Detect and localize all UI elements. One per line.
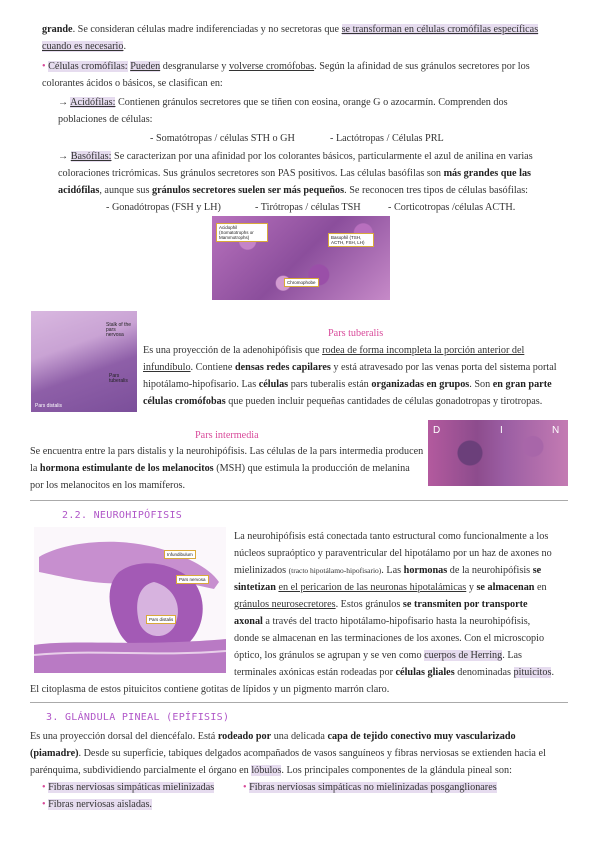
text: desgranularse y xyxy=(160,61,229,72)
text: que pueden incluir pequeñas cantidades de células gonadotropas y tirotropas. xyxy=(225,396,543,407)
pars-intermedia-title: Pars intermedia xyxy=(195,430,259,441)
image-label-stalk: Stalk of the pars nervosa xyxy=(106,322,132,338)
bold-text: (piamadre) xyxy=(30,748,79,759)
bold-text: se xyxy=(532,565,542,576)
highlighted-text: pituicitos xyxy=(513,667,552,678)
neurohypophysis-drawing xyxy=(34,527,226,673)
text: a través del tracto hipotálamo-hipofisario hasta la neurohipófisis, xyxy=(262,616,531,627)
bullet-icon: • xyxy=(42,782,46,793)
text: . Se reconocen tres tipos de células basófilas: xyxy=(344,185,529,196)
text: coloraciones tricrómicas. Sus gránulos secretores son PAS positivos. Las células basófilas son xyxy=(58,168,444,179)
text: Contienen gránulos secretores que se tiñen con eosina, orange G o azocarmín. Comprenden dos xyxy=(115,97,508,108)
bold-text: se transmiten por transporte xyxy=(402,599,528,610)
text: terminales axónicas están rodeadas por xyxy=(234,667,396,678)
neuro-line-2: núcleos supraóptico y paraventricular del hipotálamo por un haz de axones no xyxy=(234,548,552,559)
basofilas-line-2 xyxy=(58,165,531,183)
text: . xyxy=(123,41,127,52)
bold-text: acidófilas xyxy=(58,185,100,196)
neuro-line-4 xyxy=(234,579,547,597)
image-label-pars-distalis: Pars distalis xyxy=(146,615,176,624)
pineal-line-1 xyxy=(30,728,516,746)
basofilas-line-3 xyxy=(58,182,528,200)
intro-line-1 xyxy=(42,21,538,39)
text: óptico, los gránulos se agrupan y se ven como xyxy=(234,650,425,661)
tuberalis-line-1 xyxy=(143,342,524,360)
basofilas-item-1: - Gonadótropas (FSH y LH) xyxy=(106,202,221,213)
acidofilas-item-1: - Somatótropas / células STH o GH xyxy=(150,133,295,144)
text: de la neurohipófisis xyxy=(447,565,533,576)
pineal-item-1 xyxy=(42,779,214,797)
micrograph-label-chromophobe: Chromophobe xyxy=(284,278,319,287)
intermedia-line-2 xyxy=(30,460,410,478)
text: . Estos gránulos xyxy=(335,599,403,610)
tuberalis-line-4 xyxy=(143,393,542,411)
highlighted-text: Fibras nerviosas simpáticas no mielinizadas posganglionares xyxy=(249,782,497,793)
tuberalis-line-3 xyxy=(143,376,552,394)
image-label-n: N xyxy=(552,425,560,436)
bold-text: en gran parte xyxy=(492,379,552,390)
text: Es una proyección de la adenohipófisis que xyxy=(143,345,323,356)
micrograph-pars-tuberalis xyxy=(31,311,137,412)
underlined-text: cuando es necesario xyxy=(42,41,124,52)
cromofilas-line-1 xyxy=(42,58,530,76)
text: . Las xyxy=(502,650,523,661)
bold-text: axonal xyxy=(234,616,263,627)
neurohipofisis-heading: 2.2. NEUROHIPÓFISIS xyxy=(62,510,183,521)
micrograph-label-acidophil: Acidophil (Somatotrophs or Mammotrophs) xyxy=(216,223,268,242)
bullet-icon: • xyxy=(243,782,247,793)
image-label-i: I xyxy=(500,425,503,436)
underlined-text: se transforman en células cromófilas específicas xyxy=(341,24,539,35)
cromofilas-line-2: colorantes ácidos o básicos, se clasifican en: xyxy=(42,78,223,89)
text: Se caracterizan por una afinidad por los colorantes básicos, particularmente el azul de anilina en varias xyxy=(111,151,533,162)
neuro-line-1: La neurohipófisis está conectada tanto estructural como funcionalmente a los xyxy=(234,531,549,542)
neuro-line-9 xyxy=(234,664,554,682)
pineal-item-2 xyxy=(243,779,497,797)
underlined-text: infundíbulo xyxy=(143,362,191,373)
bold-grande: grande xyxy=(42,24,73,35)
text: . Las xyxy=(381,565,404,576)
basofilas-line-1 xyxy=(58,148,533,166)
arrow-icon: → xyxy=(58,97,69,108)
underlined-text: rodea de forma incompleta la porción anterior del xyxy=(322,345,525,356)
bold-text: gránulos secretores suelen ser más pequeños xyxy=(151,185,345,196)
bold-text: rodeado por xyxy=(217,731,272,742)
pineal-line-3 xyxy=(30,762,512,780)
text: . Contiene xyxy=(190,362,235,373)
arrow-icon: → xyxy=(58,151,69,162)
bold-text: se almacenan xyxy=(476,582,535,593)
text: denominadas xyxy=(454,667,514,678)
neuro-line-5 xyxy=(234,596,528,614)
text: . Los principales componentes de la glándula pineal son: xyxy=(281,765,512,776)
micrograph-adenohypophysis xyxy=(212,216,390,300)
bold-text: más grandes que las xyxy=(443,168,532,179)
divider xyxy=(30,702,568,703)
bold-text: capa de tejido conectivo muy vascularizado xyxy=(327,731,516,742)
highlighted-text: cuerpos de Herring xyxy=(424,650,503,661)
basofilas-item-2: - Tirótropas / células TSH xyxy=(255,202,361,213)
text: . Son xyxy=(469,379,493,390)
cromofilas-title: Células cromófilas: xyxy=(48,61,128,72)
text: la xyxy=(30,463,40,474)
bold-text: hormonas xyxy=(403,565,448,576)
pineal-item-3 xyxy=(42,796,152,814)
image-label-d: D xyxy=(433,425,441,436)
acidofilas-line-1 xyxy=(58,94,508,112)
text: . Según la afinidad de sus gránulos secretores por los xyxy=(314,61,530,72)
bold-text: densas redes capilares xyxy=(234,362,331,373)
intermedia-line-1: Se encuentra entre la pars distalis y la neurohipófisis. Las células de la pars intermedia producen xyxy=(30,446,424,457)
text: y está atravesado por las venas porta del sistema portal xyxy=(330,362,557,373)
bold-text: células gliales xyxy=(395,667,455,678)
acidofilas-item-2: - Lactótropas / Células PRL xyxy=(330,133,444,144)
text: y xyxy=(466,582,477,593)
text: Es una proyección dorsal del diencéfalo. Está xyxy=(30,731,218,742)
pineal-line-2 xyxy=(30,745,546,763)
basofilas-item-3: - Corticotropas /células ACTH. xyxy=(388,202,516,213)
highlighted-text: lóbulos xyxy=(251,765,282,776)
text: (MSH) que estimula la producción de melanina xyxy=(213,463,410,474)
micrograph-neurohypophysis xyxy=(34,527,226,673)
neuro-line-3 xyxy=(234,562,541,580)
text: hipotálamo-hipofisario. Las xyxy=(143,379,259,390)
bold-text: células xyxy=(258,379,289,390)
image-label-infundibulum: Infundibulum xyxy=(164,550,196,559)
small-text: (tracto hipotálamo-hipofisario) xyxy=(288,566,382,575)
underlined-text: gránulos neurosecretores xyxy=(234,599,336,610)
text: en xyxy=(534,582,547,593)
neuro-line-6 xyxy=(234,613,530,631)
bold-text: células cromófobas xyxy=(143,396,226,407)
acidofilas-title: Acidófilas: xyxy=(70,97,116,108)
text: . Se consideran células madre indiferenciadas y no secretoras que xyxy=(72,24,342,35)
intro-line-2 xyxy=(42,38,126,56)
text: . xyxy=(551,667,554,678)
micrograph-pars-intermedia xyxy=(428,420,568,486)
bullet-icon: • xyxy=(42,799,46,810)
neuro-line-8 xyxy=(234,647,522,665)
highlighted-text: Fibras nerviosas aisladas. xyxy=(48,799,152,810)
basofilas-title: Basófilas: xyxy=(70,151,112,162)
underlined-text: volverse cromófobas xyxy=(228,61,315,72)
image-label-pars-distalis: Pars distalis xyxy=(35,403,62,409)
micrograph-label-basophil: Basophil (TSH, ACTH, FSH, LH) xyxy=(328,233,374,247)
bold-text: hormona estimulante de los melanocitos xyxy=(39,463,214,474)
text: parénquima, subdividiendo parcialmente el órgano en xyxy=(30,765,252,776)
pars-tuberalis-title: Pars tuberalis xyxy=(328,328,384,339)
pineal-heading: 3. GLÁNDULA PINEAL (EPÍFISIS) xyxy=(46,712,230,723)
image-label-pars-nervosa: Pars nervosa xyxy=(176,575,209,584)
image-label-pars-tuberalis: Pars tuberalis xyxy=(109,373,128,384)
underlined-text: en el pericarion de las neuronas hipotalámicas xyxy=(278,582,467,593)
bold-text: organizadas en grupos xyxy=(371,379,470,390)
neuro-line-10: El citoplasma de estos pituicitos contiene gotitas de lípidos y un pigmento marrón claro. xyxy=(30,684,390,695)
text: , aunque sus xyxy=(99,185,152,196)
intermedia-line-3: por los melanocitos en los mamíferos. xyxy=(30,480,186,491)
neuro-line-7: donde se almacenan en las terminaciones de los axones. Con el microscopio xyxy=(234,633,545,644)
highlighted-text: Fibras nerviosas simpáticas mielinizadas xyxy=(48,782,215,793)
tuberalis-line-2 xyxy=(143,359,557,377)
text: pars tuberalis están xyxy=(288,379,372,390)
divider xyxy=(30,500,568,501)
text: . Desde su superficie, tabiques delgados acompañados de vasos sanguíneos y fibras nerviosas se extienden hacia el xyxy=(78,748,546,759)
bold-text: sintetizan xyxy=(234,582,276,593)
text: mielinizados xyxy=(234,565,289,576)
bullet-icon: • xyxy=(42,61,46,72)
acidofilas-line-2: poblaciones de células: xyxy=(58,114,153,125)
text: una delicada xyxy=(271,731,328,742)
underlined-text: Pueden xyxy=(130,61,161,72)
